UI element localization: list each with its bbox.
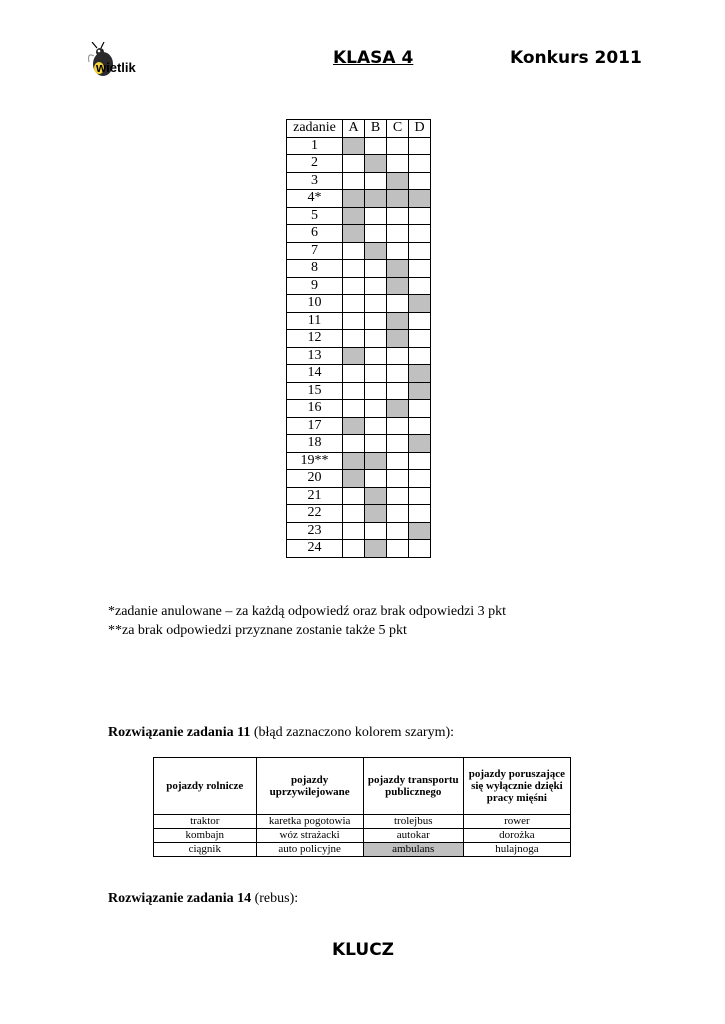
task-number: 4* xyxy=(287,190,343,208)
table-row xyxy=(287,312,431,330)
answer-cell xyxy=(365,522,387,540)
answer-cell xyxy=(409,207,431,225)
answer-cell-marked xyxy=(343,207,365,225)
table-row xyxy=(287,452,431,470)
solution-14-title-bold: Rozwiązanie zadania 14 xyxy=(108,891,252,906)
table-row xyxy=(287,470,431,488)
table-row xyxy=(287,172,431,190)
answer-cell-marked xyxy=(365,242,387,260)
answer-cell xyxy=(387,365,409,383)
column-header: pojazdy rolnicze xyxy=(154,758,257,815)
answer-cell-marked xyxy=(365,505,387,523)
task-number: 10 xyxy=(287,295,343,313)
answer-cell xyxy=(387,487,409,505)
answer-cell xyxy=(409,505,431,523)
table-cell: trolejbus xyxy=(363,815,463,829)
task-number: 24 xyxy=(287,540,343,558)
answer-cell-marked xyxy=(343,137,365,155)
answer-cell xyxy=(387,470,409,488)
answer-cell xyxy=(409,277,431,295)
answer-cell-marked xyxy=(365,540,387,558)
answer-cell xyxy=(365,417,387,435)
answer-cell xyxy=(343,487,365,505)
answer-cell xyxy=(365,400,387,418)
answer-cell xyxy=(387,452,409,470)
key-label: KLUCZ xyxy=(332,940,395,960)
table-cell: auto policyjne xyxy=(256,843,363,857)
answer-cell-marked xyxy=(365,452,387,470)
answer-cell-marked xyxy=(387,312,409,330)
answer-key-table xyxy=(286,119,431,558)
header-option: C xyxy=(387,120,409,138)
table-cell: traktor xyxy=(154,815,257,829)
answer-cell xyxy=(387,225,409,243)
task-number: 14 xyxy=(287,365,343,383)
answer-cell xyxy=(387,540,409,558)
answer-cell-marked xyxy=(343,225,365,243)
answer-cell xyxy=(365,225,387,243)
answer-cell xyxy=(343,505,365,523)
answer-cell xyxy=(409,452,431,470)
header-option: A xyxy=(343,120,365,138)
answer-cell-marked xyxy=(387,277,409,295)
table-row xyxy=(154,843,571,857)
table-cell: ciągnik xyxy=(154,843,257,857)
answer-cell xyxy=(409,330,431,348)
table-row xyxy=(287,417,431,435)
table-row xyxy=(287,260,431,278)
class-label: KLASA 4 xyxy=(333,48,414,68)
table-row xyxy=(287,225,431,243)
answer-cell-marked xyxy=(409,295,431,313)
answer-cell xyxy=(343,365,365,383)
answer-cell xyxy=(409,137,431,155)
note-no-answer: **za brak odpowiedzi przyznane zostanie także 5 pkt xyxy=(108,623,407,638)
answer-cell-marked xyxy=(409,522,431,540)
answer-cell xyxy=(409,242,431,260)
task-number: 17 xyxy=(287,417,343,435)
answer-cell xyxy=(365,207,387,225)
answer-cell xyxy=(409,487,431,505)
answer-cell xyxy=(365,137,387,155)
vehicle-header-row xyxy=(154,758,571,815)
table-cell: autokar xyxy=(363,829,463,843)
table-row xyxy=(287,207,431,225)
vehicle-table xyxy=(153,757,571,857)
answer-cell xyxy=(343,172,365,190)
task-number: 16 xyxy=(287,400,343,418)
answer-cell xyxy=(387,242,409,260)
answer-cell xyxy=(409,260,431,278)
task-number: 13 xyxy=(287,347,343,365)
answer-cell xyxy=(343,242,365,260)
answer-cell xyxy=(387,505,409,523)
task-number: 23 xyxy=(287,522,343,540)
answer-cell-marked xyxy=(409,382,431,400)
task-number: 12 xyxy=(287,330,343,348)
answer-cell xyxy=(343,400,365,418)
task-number: 6 xyxy=(287,225,343,243)
header-task: zadanie xyxy=(287,120,343,138)
task-number: 5 xyxy=(287,207,343,225)
solution-11-title-bold: Rozwiązanie zadania 11 xyxy=(108,725,251,740)
answer-key-header-row xyxy=(287,120,431,138)
answer-cell xyxy=(343,277,365,295)
answer-cell xyxy=(409,417,431,435)
table-row xyxy=(287,400,431,418)
solution-11-title xyxy=(108,725,454,741)
table-cell: karetka pogotowia xyxy=(256,815,363,829)
table-row xyxy=(287,522,431,540)
answer-cell xyxy=(343,522,365,540)
answer-cell xyxy=(409,172,431,190)
answer-cell xyxy=(343,260,365,278)
table-cell: rower xyxy=(463,815,570,829)
solution-14-title xyxy=(108,891,298,907)
answer-cell-marked xyxy=(387,260,409,278)
answer-cell-marked xyxy=(387,172,409,190)
answer-cell xyxy=(365,277,387,295)
answer-cell xyxy=(387,137,409,155)
answer-cell-marked xyxy=(343,470,365,488)
table-row xyxy=(287,365,431,383)
answer-cell xyxy=(365,435,387,453)
answer-cell xyxy=(387,155,409,173)
table-row xyxy=(287,487,431,505)
contest-label: Konkurs 2011 xyxy=(510,48,642,68)
answer-cell xyxy=(343,435,365,453)
answer-cell xyxy=(365,470,387,488)
table-row xyxy=(154,829,571,843)
task-number: 2 xyxy=(287,155,343,173)
task-number: 11 xyxy=(287,312,343,330)
answer-cell xyxy=(387,207,409,225)
answer-cell xyxy=(343,330,365,348)
answer-cell-marked xyxy=(409,435,431,453)
table-cell: wóz strażacki xyxy=(256,829,363,843)
answer-cell xyxy=(365,295,387,313)
solution-14-title-rest: (rebus): xyxy=(251,891,299,906)
answer-cell xyxy=(409,347,431,365)
answer-cell-marked xyxy=(365,190,387,208)
answer-cell-marked xyxy=(387,330,409,348)
task-number: 22 xyxy=(287,505,343,523)
answer-cell xyxy=(365,382,387,400)
answer-cell-marked xyxy=(409,190,431,208)
answer-cell xyxy=(387,522,409,540)
table-row xyxy=(287,242,431,260)
table-cell: hulajnoga xyxy=(463,843,570,857)
header-option: D xyxy=(409,120,431,138)
answer-cell xyxy=(387,347,409,365)
answer-cell-marked xyxy=(343,347,365,365)
task-number: 7 xyxy=(287,242,343,260)
table-row xyxy=(287,505,431,523)
table-row xyxy=(287,330,431,348)
answer-cell xyxy=(343,382,365,400)
answer-cell-marked xyxy=(387,190,409,208)
answer-cell xyxy=(365,260,387,278)
answer-cell xyxy=(409,470,431,488)
answer-cell xyxy=(409,400,431,418)
answer-cell xyxy=(409,540,431,558)
solution-11-title-rest: (błąd zaznaczono kolorem szarym): xyxy=(250,725,455,740)
task-number: 1 xyxy=(287,137,343,155)
task-number: 19** xyxy=(287,452,343,470)
task-number: 9 xyxy=(287,277,343,295)
answer-cell-marked xyxy=(343,417,365,435)
table-cell: ambulans xyxy=(363,843,463,857)
note-annulled: *zadanie anulowane – za każdą odpowiedź oraz brak odpowiedzi 3 pkt xyxy=(108,604,507,619)
task-number: 21 xyxy=(287,487,343,505)
table-row xyxy=(154,815,571,829)
answer-cell-marked xyxy=(365,487,387,505)
column-header: pojazdy transportu publicznego xyxy=(363,758,463,815)
task-number: 3 xyxy=(287,172,343,190)
column-header: pojazdy poruszające się wyłącznie dzięki pracy mięśni xyxy=(463,758,570,815)
answer-cell xyxy=(365,365,387,383)
table-cell: kombajn xyxy=(154,829,257,843)
header-option: B xyxy=(365,120,387,138)
table-cell: dorożka xyxy=(463,829,570,843)
table-row xyxy=(287,347,431,365)
answer-cell xyxy=(387,382,409,400)
table-row xyxy=(287,155,431,173)
answer-cell-marked xyxy=(343,452,365,470)
answer-cell xyxy=(387,435,409,453)
task-number: 8 xyxy=(287,260,343,278)
answer-cell xyxy=(365,172,387,190)
task-number: 15 xyxy=(287,382,343,400)
table-row xyxy=(287,295,431,313)
table-row xyxy=(287,137,431,155)
table-row xyxy=(287,435,431,453)
table-row xyxy=(287,540,431,558)
answer-cell xyxy=(365,312,387,330)
logo-text: wietlik xyxy=(96,60,136,75)
column-header: pojazdy uprzywilejowane xyxy=(256,758,363,815)
answer-cell xyxy=(343,312,365,330)
table-row xyxy=(287,190,431,208)
table-row xyxy=(287,382,431,400)
answer-cell xyxy=(365,330,387,348)
answer-cell-marked xyxy=(343,190,365,208)
answer-cell xyxy=(387,417,409,435)
answer-cell-marked xyxy=(409,365,431,383)
answer-cell xyxy=(387,295,409,313)
answer-cell xyxy=(365,347,387,365)
answer-cell xyxy=(343,540,365,558)
answer-cell xyxy=(409,312,431,330)
answer-cell xyxy=(409,155,431,173)
answer-cell-marked xyxy=(387,400,409,418)
task-number: 20 xyxy=(287,470,343,488)
task-number: 18 xyxy=(287,435,343,453)
answer-cell xyxy=(343,155,365,173)
answer-cell xyxy=(343,295,365,313)
table-row xyxy=(287,277,431,295)
answer-cell xyxy=(409,225,431,243)
answer-cell-marked xyxy=(365,155,387,173)
